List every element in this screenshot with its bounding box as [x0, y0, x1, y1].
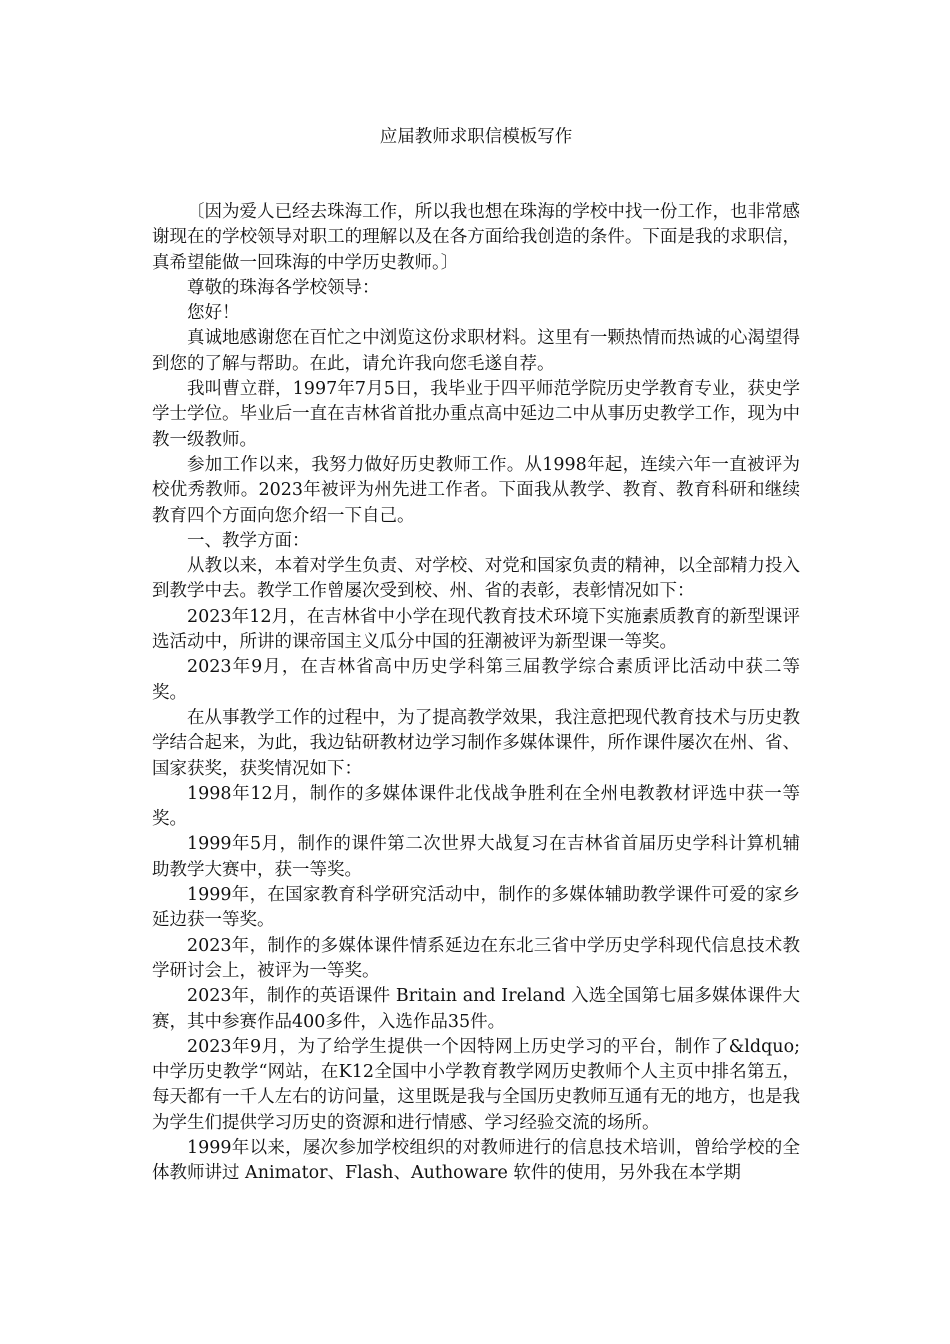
paragraph: 我叫曹立群，1997年7月5日，我毕业于四平师范学院历史学教育专业，获史学学士学位。毕业后一直在吉林省首批办重点高中延边二中从事历史教学工作，现为中教一级教师。	[152, 379, 800, 450]
paragraph: 从教以来，本着对学生负责、对学校、对党和国家负责的精神，以全部精力投入到教学中去。教学工作曾屡次受到校、州、省的表彰，表彰情况如下：	[152, 556, 800, 602]
paragraph: 在从事教学工作的过程中，为了提高教学效果，我注意把现代教育技术与历史教学结合起来，为此，我边钻研教材边学习制作多媒体课件，所作课件屡次在州、省、国家获奖，获奖情况如下：	[152, 707, 800, 779]
award-item: 2023年9月，在吉林省高中历史学科第三届教学综合素质评比活动中获二等奖。	[152, 657, 800, 703]
award-item: 1998年12月，制作的多媒体课件北伐战争胜利在全州电教教材评选中获一等奖。	[152, 783, 800, 830]
paragraph: 真诚地感谢您在百忙之中浏览这份求职材料。这里有一颗热情而热诚的心渴望得到您的了解与帮助。在此，请允许我向您毛遂自荐。	[152, 328, 800, 374]
award-item: 2023年12月，在吉林省中小学在现代教育技术环境下实施素质教育的新型课评选活动中，所讲的课帝国主义瓜分中国的狂潮被评为新型课一等奖。	[152, 606, 800, 653]
intro-note: 〔因为爱人已经去珠海工作，所以我也想在珠海的学校中找一份工作，也非常感谢现在的学校领导对职工的理解以及在各方面给我创造的条件。下面是我的求职信，真希望能做一回珠海的中学历史教师。〕	[152, 202, 800, 273]
document-body	[152, 200, 800, 1187]
award-item: 2023年，制作的多媒体课件情系延边在东北三省中学历史学科现代信息技术教学研讨会上，被评为一等奖。	[152, 935, 800, 981]
award-item: 1999年5月，制作的课件第二次世界大战复习在吉林省首届历史学科计算机辅助教学大赛中，获一等奖。	[152, 834, 800, 880]
salutation: 尊敬的珠海各学校领导：	[187, 277, 380, 298]
document-title: 应届教师求职信模板写作	[379, 127, 573, 147]
paragraph: 参加工作以来，我努力做好历史教师工作。从1998年起，连续六年一直被评为校优秀教师。2023年被评为州先进工作者。下面我从教学、教育、教育科研和继续教育四个方面向您介绍一下自己。	[152, 454, 800, 526]
award-item: 1999年，在国家教育科学研究活动中，制作的多媒体辅助教学课件可爱的家乡延边获一等奖。	[152, 885, 800, 931]
award-item: 2023年，制作的英语课件 Britain and Ireland 入选全国第七届多媒体课件大赛，其中参赛作品400多件，入选作品35件。	[152, 986, 800, 1032]
paragraph: 1999年以来，屡次参加学校组织的对教师进行的信息技术培训，曾给学校的全体教师讲过 Animator、Flash、Authoware 软件的使用，另外我在本学期	[152, 1137, 800, 1184]
greeting: 您好！	[187, 303, 240, 324]
section-heading: 一、教学方面：	[187, 530, 310, 551]
paragraph: 2023年9月，为了给学生提供一个因特网上历史学习的平台，制作了&ldquo;中学历史教学“网站，在K12全国中小学教育教学网历史教师个人主页中排名第五，每天都有一千人左右的访问量，这里既是我与全国历史教师互通有无的地方，也是我为学生们提供学习历史的资源和进行情感、学习经验交流的场所。	[152, 1036, 800, 1133]
